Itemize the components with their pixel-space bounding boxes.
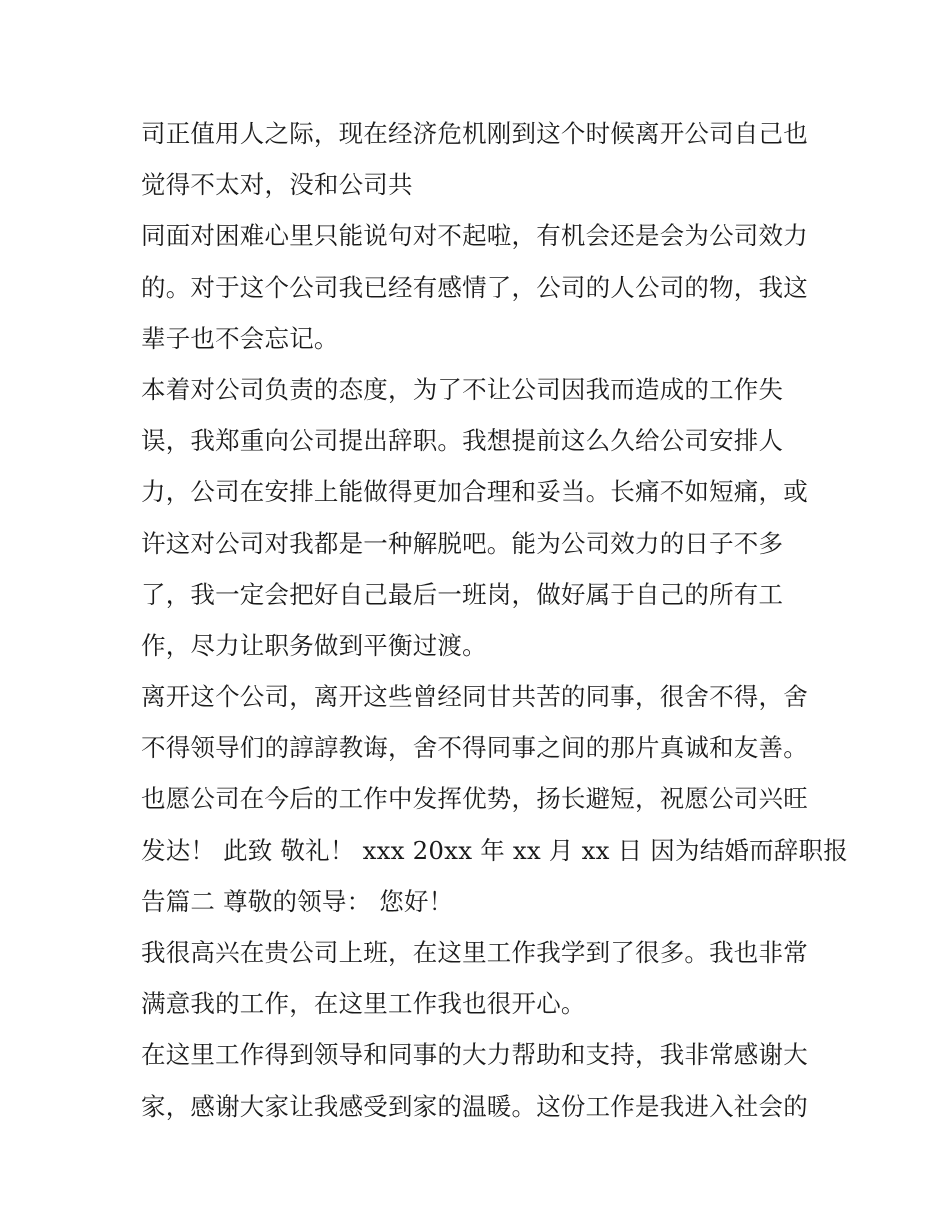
text-line: 离开这个公司，离开这些曾经同甘共苦的同事，很舍不得，舍 <box>141 682 808 712</box>
text-line: 了，我一定会把好自己最后一班岗，做好属于自己的所有工 <box>141 579 784 609</box>
text-line: 满意我的工作，在这里工作我也很开心。 <box>141 989 586 1019</box>
text-line: 许这对公司对我都是一种解脱吧。能为公司效力的日子不多 <box>141 528 784 558</box>
text-line: 同面对困难心里只能说句对不起啦，有机会还是会为公司效力 <box>141 221 808 251</box>
text-line: 在这里工作得到领导和同事的大力帮助和支持，我非常感谢大 <box>141 1040 808 1070</box>
text-line: 本着对公司负责的态度，为了不让公司因我而造成的工作失 <box>141 374 784 404</box>
text-line: 发达！ 此致 敬礼！ xxx 20xx 年 xx 月 xx 日 因为结婚而辞职报 <box>141 835 848 865</box>
text-line: 觉得不太对，没和公司共 <box>141 170 413 200</box>
text-line: 辈子也不会忘记。 <box>141 323 339 353</box>
text-line: 的。对于这个公司我已经有感情了，公司的人公司的物，我这 <box>141 272 808 302</box>
text-line: 力，公司在安排上能做得更加合理和妥当。长痛不如短痛，或 <box>141 477 808 507</box>
text-line: 也愿公司在今后的工作中发挥优势，扬长避短，祝愿公司兴旺 <box>141 784 808 814</box>
text-line: 作，尽力让职务做到平衡过渡。 <box>141 630 487 660</box>
text-line: 司正值用人之际，现在经济危机刚到这个时候离开公司自己也 <box>141 119 808 148</box>
text-line: 我很高兴在贵公司上班，在这里工作我学到了很多。我也非常 <box>141 938 808 967</box>
text-line: 家，感谢大家让我感受到家的温暖。这份工作是我进入社会的 <box>141 1091 808 1121</box>
text-line: 误，我郑重向公司提出辞职。我想提前这么久给公司安排人 <box>141 426 784 456</box>
text-line: 不得领导们的諄諄教诲，舍不得同事之间的那片真诚和友善。 <box>141 733 808 763</box>
body-text <box>141 108 848 1132</box>
text-line: 告篇二 尊敬的领导： 您好！ <box>141 886 454 916</box>
